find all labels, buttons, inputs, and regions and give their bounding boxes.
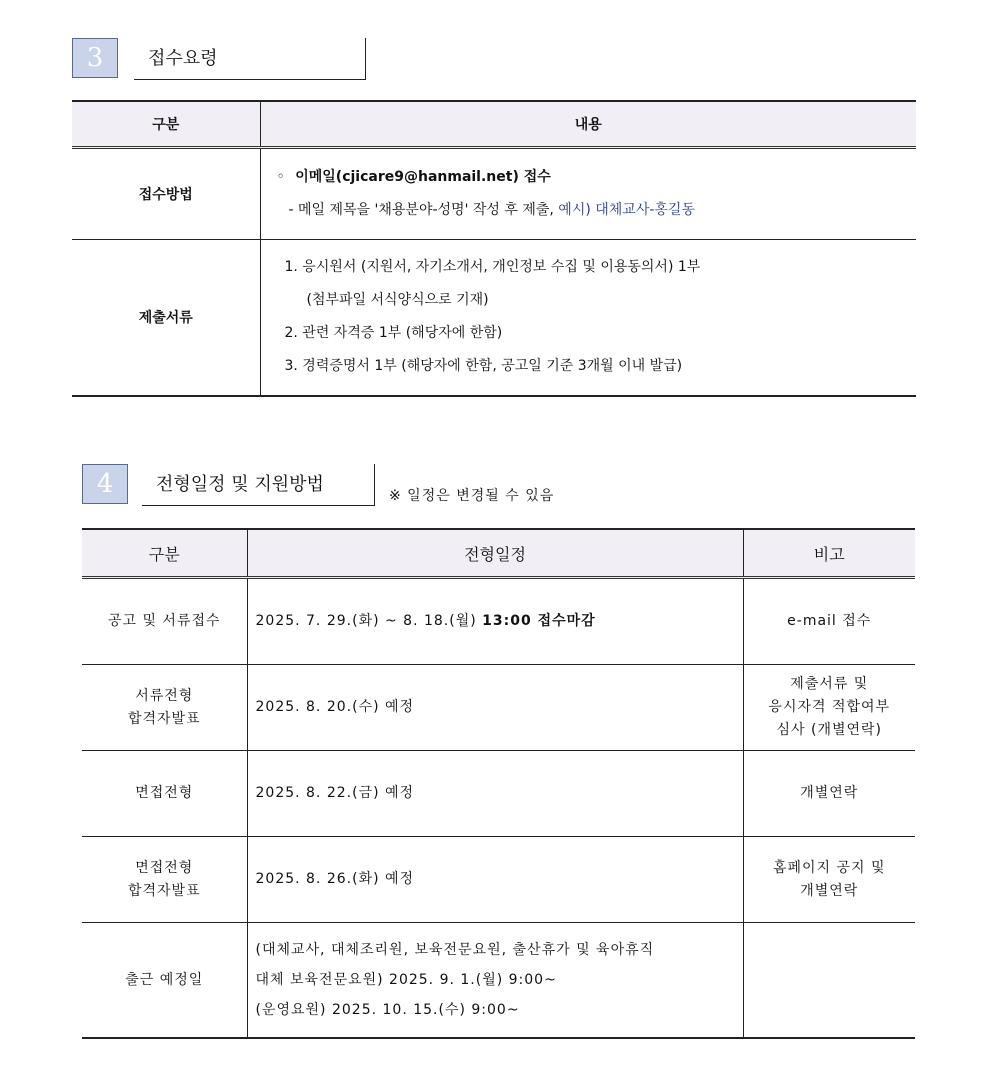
- table-header-row: [82, 529, 915, 578]
- section-title-3: 접수요령: [134, 38, 366, 80]
- row-label-documents: 제출서류: [72, 240, 260, 396]
- row-schedule: 2025. 8. 22.(금) 예정: [247, 751, 743, 837]
- table-row: [82, 665, 915, 751]
- section-number-3: 3: [72, 38, 118, 78]
- table-header-row: [72, 101, 916, 148]
- row-remarks: e-mail 접수: [743, 578, 915, 665]
- bullet-icon: ◦: [276, 169, 285, 185]
- document-item: 3. 경력증명서 1부 (해당자에 한함, 공고일 기준 3개월 이내 발급): [284, 358, 683, 375]
- email-subject-rule: - 메일 제목을 '채용분야-성명' 작성 후 제출,: [288, 202, 559, 218]
- table-row: [82, 578, 915, 665]
- row-label: 공고 및 서류접수: [82, 578, 247, 665]
- application-method-table: [72, 100, 916, 397]
- table-row: [72, 148, 916, 240]
- row-remarks: 홈페이지 공지 및 개별연락: [743, 837, 915, 923]
- email-subject-example: 예시) 대체교사-홍길동: [558, 202, 695, 218]
- email-text: 이메일(cjicare9@hanmail.net) 접수: [295, 169, 551, 185]
- document-item: 1. 응시원서 (지원서, 자기소개서, 개인정보 수집 및 이용동의서) 1부: [284, 259, 701, 276]
- row-label: 서류전형 합격자발표: [82, 665, 247, 751]
- row-remarks: 제출서류 및 응시자격 적합여부 심사 (개별연락): [743, 665, 915, 751]
- document-item: 2. 관련 자격증 1부 (해당자에 한함): [284, 325, 503, 342]
- table-row: [72, 240, 916, 396]
- row-schedule: 2025. 7. 29.(화) ~ 8. 18.(월) 13:00 접수마감: [247, 578, 743, 665]
- email-line: [277, 161, 917, 194]
- deadline-text: 13:00 접수마감: [482, 613, 596, 629]
- section-number-4: 4: [82, 464, 128, 504]
- row-label: 출근 예정일: [82, 923, 247, 1039]
- table-row: [82, 837, 915, 923]
- row-label: 면접전형 합격자발표: [82, 837, 247, 923]
- header-category: 구분: [82, 529, 247, 578]
- row-label-submission-method: 접수방법: [72, 148, 260, 240]
- submission-method-content: [260, 148, 916, 240]
- header-remarks: 비고: [743, 529, 915, 578]
- table-row: [82, 923, 915, 1039]
- header-schedule: 전형일정: [247, 529, 743, 578]
- documents-content: [260, 240, 916, 396]
- header-category: 구분: [72, 101, 260, 148]
- schedule-table: [82, 528, 915, 1039]
- row-label: 면접전형: [82, 751, 247, 837]
- header-content: 내용: [260, 101, 916, 148]
- table-row: [82, 751, 915, 837]
- row-schedule: (대체교사, 대체조리원, 보육전문요원, 출산휴가 및 육아휴직 대체 보육전문요원) 2025. 9. 1.(월) 9:00~ (운영요원) 2025. 10. 15.(수) 9:00~: [247, 923, 743, 1039]
- row-schedule: 2025. 8. 26.(화) 예정: [247, 837, 743, 923]
- section-title-4: 전형일정 및 지원방법: [142, 464, 375, 506]
- row-schedule: 2025. 8. 20.(수) 예정: [247, 665, 743, 751]
- row-remarks: 개별연락: [743, 751, 915, 837]
- email-subject-line: [277, 194, 917, 227]
- row-remarks: [743, 923, 915, 1039]
- document-item-note: (첨부파일 서식양식으로 기재): [306, 292, 489, 309]
- schedule-note: ※ 일정은 변경될 수 있음: [389, 488, 555, 504]
